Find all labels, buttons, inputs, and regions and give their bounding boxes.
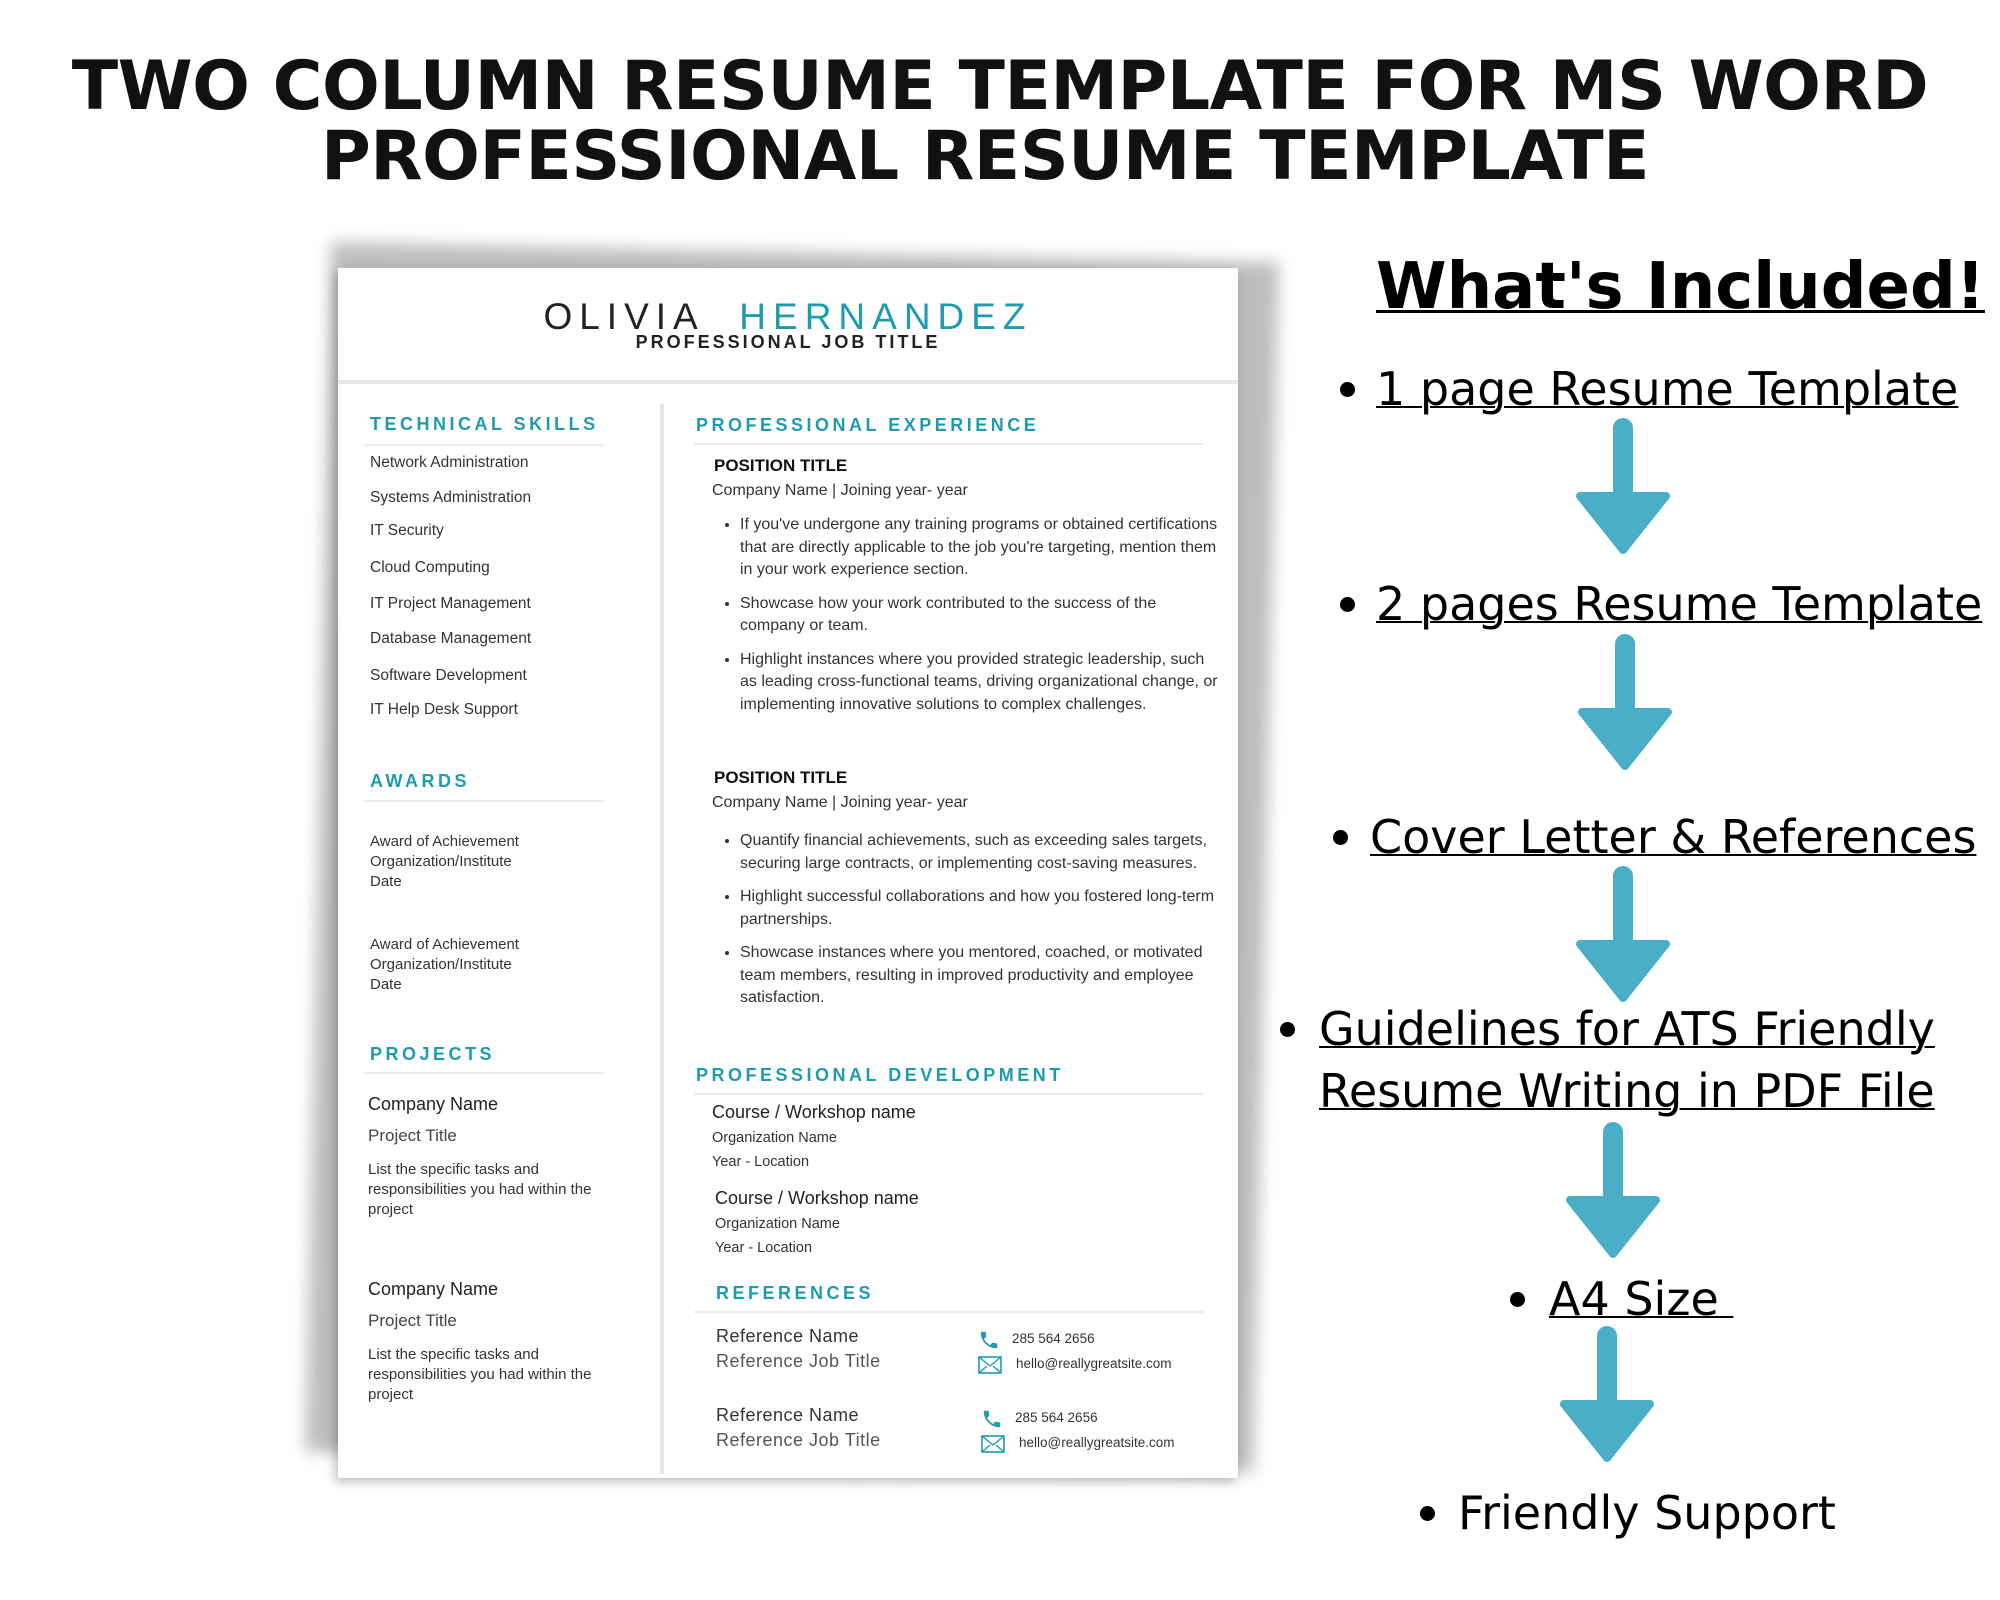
bullet: • Highlight successful collaborations and how you fostered long-term partnerships. bbox=[740, 886, 1220, 931]
skill-item: Cloud Computing bbox=[370, 559, 490, 576]
included-item bbox=[1280, 998, 1935, 1122]
down-arrow-icon bbox=[1576, 866, 1670, 1002]
resume-sheet bbox=[338, 268, 1238, 1478]
award-name: Award of Achievement bbox=[370, 833, 519, 850]
headline-line-2: PROFESSIONAL RESUME TEMPLATE bbox=[320, 117, 1650, 196]
development-heading: PROFESSIONAL DEVELOPMENT bbox=[696, 1065, 1064, 1085]
position-company: Company Name | Joining year- year bbox=[712, 482, 968, 499]
bullet: • Quantify financial achievements, such as exceeding sales targets, securing large contracts, or implementing cost-saving measures. bbox=[740, 830, 1220, 875]
award-org: Organization/Institute bbox=[370, 956, 512, 973]
reference-title: Reference Job Title bbox=[716, 1430, 881, 1450]
skill-item: Systems Administration bbox=[370, 489, 532, 506]
email-icon bbox=[981, 1435, 1005, 1453]
project-company: Company Name bbox=[368, 1094, 499, 1114]
first-name: OLIVIA bbox=[543, 296, 705, 337]
skill-item: IT Project Management bbox=[370, 595, 531, 612]
skill-item: Network Administration bbox=[370, 454, 529, 471]
down-arrow-icon bbox=[1560, 1326, 1654, 1462]
resume-job-title: PROFESSIONAL JOB TITLE bbox=[635, 332, 941, 352]
award-entry bbox=[370, 935, 519, 995]
included-item bbox=[1340, 358, 1958, 420]
bullet-dot bbox=[1280, 1022, 1295, 1037]
course-year: Year - Location bbox=[712, 1154, 810, 1170]
bullet-dot bbox=[1340, 382, 1355, 397]
included-title: What's Included! bbox=[1376, 250, 1985, 324]
projects-rule bbox=[364, 1072, 604, 1074]
email-icon bbox=[978, 1356, 1002, 1374]
included-item-text: 2 pages Resume Template bbox=[1376, 577, 1983, 631]
bullet: • Showcase instances where you mentored, coached, or motivated team members, resulting in improved productivity and employee satisfaction. bbox=[740, 942, 1220, 1010]
awards-heading: AWARDS bbox=[370, 771, 471, 791]
course-name: Course / Workshop name bbox=[712, 1102, 916, 1122]
included-item bbox=[1333, 806, 1976, 868]
award-name: Award of Achievement bbox=[370, 936, 519, 953]
position-title: POSITION TITLE bbox=[714, 768, 848, 787]
position-bullets bbox=[712, 514, 1220, 727]
position-bullets bbox=[712, 830, 1220, 1021]
included-item bbox=[1420, 1482, 1836, 1544]
bullet-dot bbox=[1510, 1292, 1525, 1307]
included-item bbox=[1510, 1268, 1733, 1330]
position-company: Company Name | Joining year- year bbox=[712, 794, 968, 811]
development-rule bbox=[694, 1093, 1204, 1095]
skills-rule bbox=[364, 444, 604, 446]
experience-rule bbox=[694, 443, 1204, 445]
project-desc: List the specific tasks and responsibilities you had within the project bbox=[368, 1161, 592, 1218]
award-date: Date bbox=[370, 976, 402, 993]
header-divider bbox=[338, 380, 1238, 384]
down-arrow-icon bbox=[1576, 418, 1670, 554]
bullet: • If you've undergone any training programs or obtained certifications that are directly applicable to the job you're targeting, mention them in your work experience section. bbox=[740, 514, 1220, 582]
project-title: Project Title bbox=[368, 1311, 457, 1330]
skill-item: Software Development bbox=[370, 667, 527, 684]
reference-name: Reference Name bbox=[716, 1326, 860, 1346]
down-arrow-icon bbox=[1566, 1122, 1660, 1258]
position-title: POSITION TITLE bbox=[714, 456, 848, 475]
bullet: • Showcase how your work contributed to the success of the company or team. bbox=[740, 593, 1220, 638]
course-org: Organization Name bbox=[715, 1216, 840, 1232]
headline-line-1: TWO COLUMN RESUME TEMPLATE FOR MS WORD bbox=[71, 47, 1929, 126]
reference-phone: 285 564 2656 bbox=[1012, 1331, 1095, 1346]
course-name: Course / Workshop name bbox=[715, 1188, 919, 1208]
reference-name: Reference Name bbox=[716, 1405, 860, 1425]
reference-title: Reference Job Title bbox=[716, 1351, 881, 1371]
included-item-text: Friendly Support bbox=[1458, 1486, 1836, 1540]
reference-email: hello@reallygreatsite.com bbox=[1019, 1435, 1175, 1450]
phone-icon bbox=[981, 1408, 1003, 1430]
reference-phone: 285 564 2656 bbox=[1015, 1410, 1098, 1425]
bullet-dot bbox=[1340, 597, 1355, 612]
bullet-dot bbox=[1333, 830, 1348, 845]
project-title: Project Title bbox=[368, 1126, 457, 1145]
reference-email: hello@reallygreatsite.com bbox=[1016, 1356, 1172, 1371]
phone-icon bbox=[978, 1329, 1000, 1351]
projects-heading: PROJECTS bbox=[370, 1044, 496, 1064]
included-item bbox=[1340, 573, 1982, 635]
award-org: Organization/Institute bbox=[370, 853, 512, 870]
award-entry bbox=[370, 832, 519, 892]
project-desc: List the specific tasks and responsibilities you had within the project bbox=[368, 1346, 592, 1403]
included-item-text: 1 page Resume Template bbox=[1376, 362, 1959, 416]
skill-item: IT Security bbox=[370, 522, 444, 539]
references-rule bbox=[694, 1311, 1204, 1313]
award-date: Date bbox=[370, 873, 402, 890]
included-item-text: A4 Size bbox=[1549, 1272, 1734, 1326]
references-heading: REFERENCES bbox=[716, 1283, 875, 1303]
project-company: Company Name bbox=[368, 1279, 499, 1299]
skill-item: IT Help Desk Support bbox=[370, 701, 518, 718]
awards-rule bbox=[364, 800, 604, 802]
bullet: • Highlight instances where you provided strategic leadership, such as leading cross-functional teams, driving organizational change, or implementing innovative solutions to complex challenges. bbox=[740, 649, 1220, 717]
column-divider bbox=[660, 404, 664, 1474]
skill-item: Database Management bbox=[370, 630, 532, 647]
last-name: HERNANDEZ bbox=[739, 296, 1033, 337]
experience-heading: PROFESSIONAL EXPERIENCE bbox=[696, 415, 1040, 435]
included-item-text: Guidelines for ATS Friendly bbox=[1319, 1002, 1935, 1056]
course-org: Organization Name bbox=[712, 1130, 837, 1146]
course-year: Year - Location bbox=[715, 1240, 813, 1256]
included-item-text: Resume Writing in PDF File bbox=[1319, 1064, 1935, 1118]
bullet-dot bbox=[1420, 1506, 1435, 1521]
included-item-text: Cover Letter & References bbox=[1370, 810, 1977, 864]
headline bbox=[0, 47, 2000, 196]
down-arrow-icon bbox=[1578, 634, 1672, 770]
skills-heading: TECHNICAL SKILLS bbox=[370, 414, 599, 434]
